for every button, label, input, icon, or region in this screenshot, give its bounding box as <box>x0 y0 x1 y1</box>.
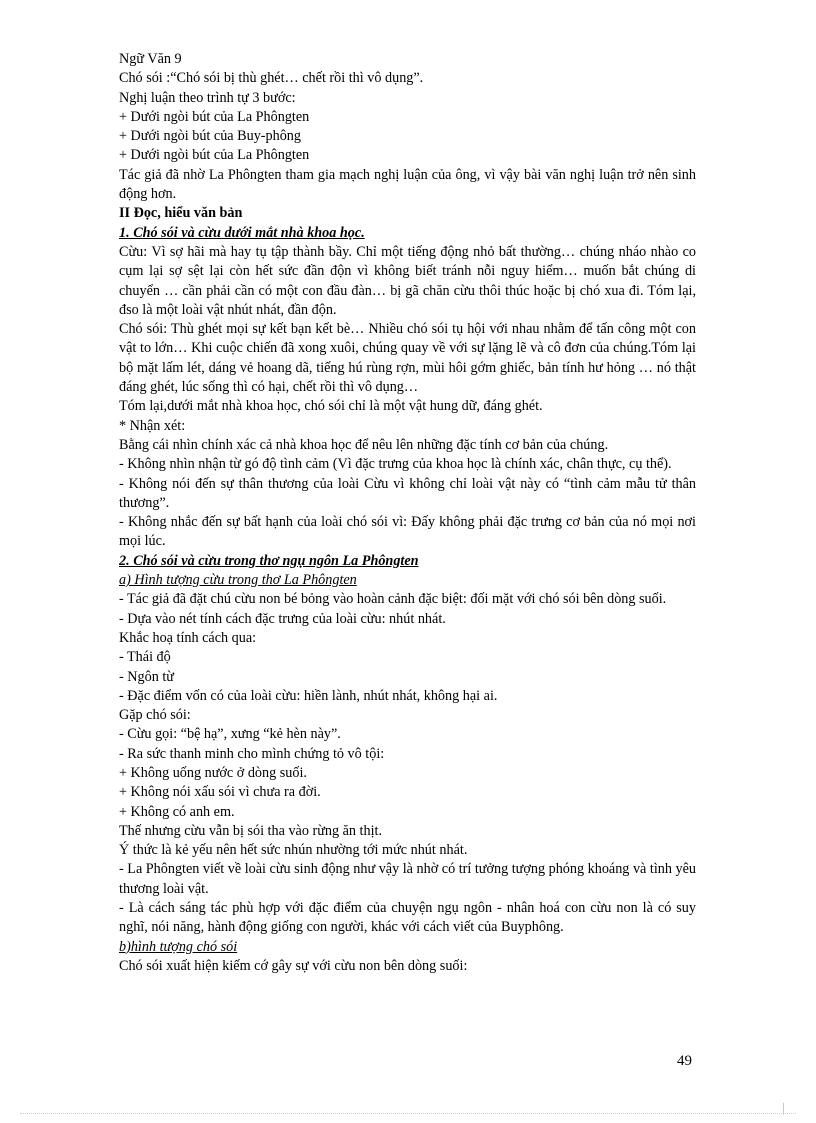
page-number: 49 <box>677 1053 692 1069</box>
paragraph: Cừu: Vì sợ hãi mà hay tụ tập thành bầy. Chỉ một tiếng động nhỏ bất thường… chúng nháo nhào co cụm lại sợ sệt lại còn hết sức đần độn vì không biết tránh nỗi nguy hiểm… muốn bắt chúng di chuyển … cần phải cần có một con đầu đàn… bị gã chăn cừu thôi thúc hoặc bị chó xua đi. Tóm lại, đso là một loài vật nhút nhát, đần độn. <box>119 243 696 318</box>
paragraph: Khắc hoạ tính cách qua: <box>119 629 257 646</box>
list-item: + Dưới ngòi bút của La Phôngten <box>119 108 310 125</box>
list-item: + Không uống nước ở dòng suối. <box>119 764 307 781</box>
paragraph: - La Phôngten viết về loài cừu sinh động như vậy là nhờ có trí tưởng tượng phóng khoáng và tình yêu thương loài vật. <box>119 861 696 897</box>
document-page <box>119 50 696 976</box>
paragraph: Chó sói: Thù ghét mọi sự kết bạn kết bè… Nhiều chó sói tụ hội với nhau nhằm để tấn công một con vật to lớn… Khi cuộc chiến đã xong xuôi, chúng quay về với sự lặng lẽ và cô đơn của chúng.Tóm lại bộ mặt lấm lét, dáng vẻ hoang dã, tiếng hú rùng rợn, mùi hôi gớm ghiếc, bản tính hư hỏng … nó thật đáng ghét, lúc sống thì có hại, chết rồi thì vô dụng… <box>119 321 696 396</box>
paragraph: - Không nhắc đến sự bất hạnh của loài chó sói vì: Đấy không phải đặc trưng cơ bản của nó mọi nơi mọi lúc. <box>119 514 696 550</box>
list-item: - Ngôn từ <box>119 668 174 685</box>
list-item: + Dưới ngòi bút của La Phôngten <box>119 147 310 164</box>
list-item: - Cừu gọi: “bệ hạ”, xưng “kẻ hèn này”. <box>119 726 341 743</box>
paragraph: Tóm lại,dưới mắt nhà khoa học, chó sói chỉ là một vật hung dữ, đáng ghét. <box>119 398 543 415</box>
paragraph: - Không nhìn nhận từ gó độ tình cảm (Vì đặc trưng của khoa học là chính xác, chân thực, cụ thể). <box>119 456 672 473</box>
paragraph: * Nhận xét: <box>119 417 186 434</box>
list-item: - Đặc điểm vốn có của loài cừu: hiền lành, nhút nhát, không hại ai. <box>119 687 498 704</box>
list-item: - Ra sức thanh minh cho mình chứng tỏ vô tội: <box>119 745 385 762</box>
subsection-heading: b)hình tượng chó sói <box>119 938 238 955</box>
paragraph: Bằng cái nhìn chính xác cả nhà khoa học để nêu lên những đặc tính cơ bản của chúng. <box>119 436 609 453</box>
paragraph: Tác giả đã nhờ La Phôngten tham gia mạch nghị luận của ông, vì vậy bài văn nghị luận trở nên sinh động hơn. <box>119 166 696 203</box>
subsection-heading: 1. Chó sói và cừu dưới mắt nhà khoa học. <box>119 224 365 241</box>
paragraph: Chó sói :“Chó sói bị thù ghét… chết rồi thì vô dụng”. <box>119 70 424 87</box>
page-corner-mark <box>783 1103 796 1115</box>
list-item: + Không có anh em. <box>119 803 235 820</box>
paragraph: Thế nhưng cừu vẫn bị sói tha vào rừng ăn thịt. <box>119 822 383 839</box>
paragraph: Ý thức là kẻ yếu nên hết sức nhún nhường tới mức nhút nhát. <box>119 842 468 859</box>
subsection-heading: a) Hình tượng cừu trong thơ La Phôngten <box>119 572 357 589</box>
list-item: - Thái độ <box>119 649 171 666</box>
paragraph: - Tác giả đã đặt chú cừu non bé bỏng vào hoàn cảnh đặc biệt: đối mặt với chó sói bên dòng suối. <box>119 591 667 608</box>
subsection-heading: 2. Chó sói và cừu trong thơ ngụ ngôn La Phôngten <box>119 552 419 569</box>
list-item: + Không nói xấu sói vì chưa ra đời. <box>119 784 321 801</box>
paragraph: Chó sói xuất hiện kiếm cớ gây sự với cừu non bên dòng suối: <box>119 957 468 974</box>
page-header: Ngữ Văn 9 <box>119 51 182 67</box>
paragraph: - Là cách sáng tác phù hợp với đặc điểm của chuyện ngụ ngôn - nhân hoá con cừu non là có suy nghĩ, nói năng, hành động giống con người, khác với cách viết của Buyphông. <box>119 900 696 936</box>
paragraph: - Không nói đến sự thân thương của loài Cừu vì không chỉ loài vật này có “tình cảm mẫu tử thân thương”. <box>119 475 696 511</box>
paragraph: - Dựa vào nét tính cách đặc trưng của loài cừu: nhút nhát. <box>119 610 446 627</box>
paragraph: Nghị luận theo trình tự 3 bước: <box>119 89 296 106</box>
list-item: + Dưới ngòi bút của Buy-phông <box>119 128 301 145</box>
paragraph: Gặp chó sói: <box>119 707 191 724</box>
section-heading: II Đọc, hiểu văn bản <box>119 205 243 222</box>
page-bottom-border <box>20 1113 796 1114</box>
